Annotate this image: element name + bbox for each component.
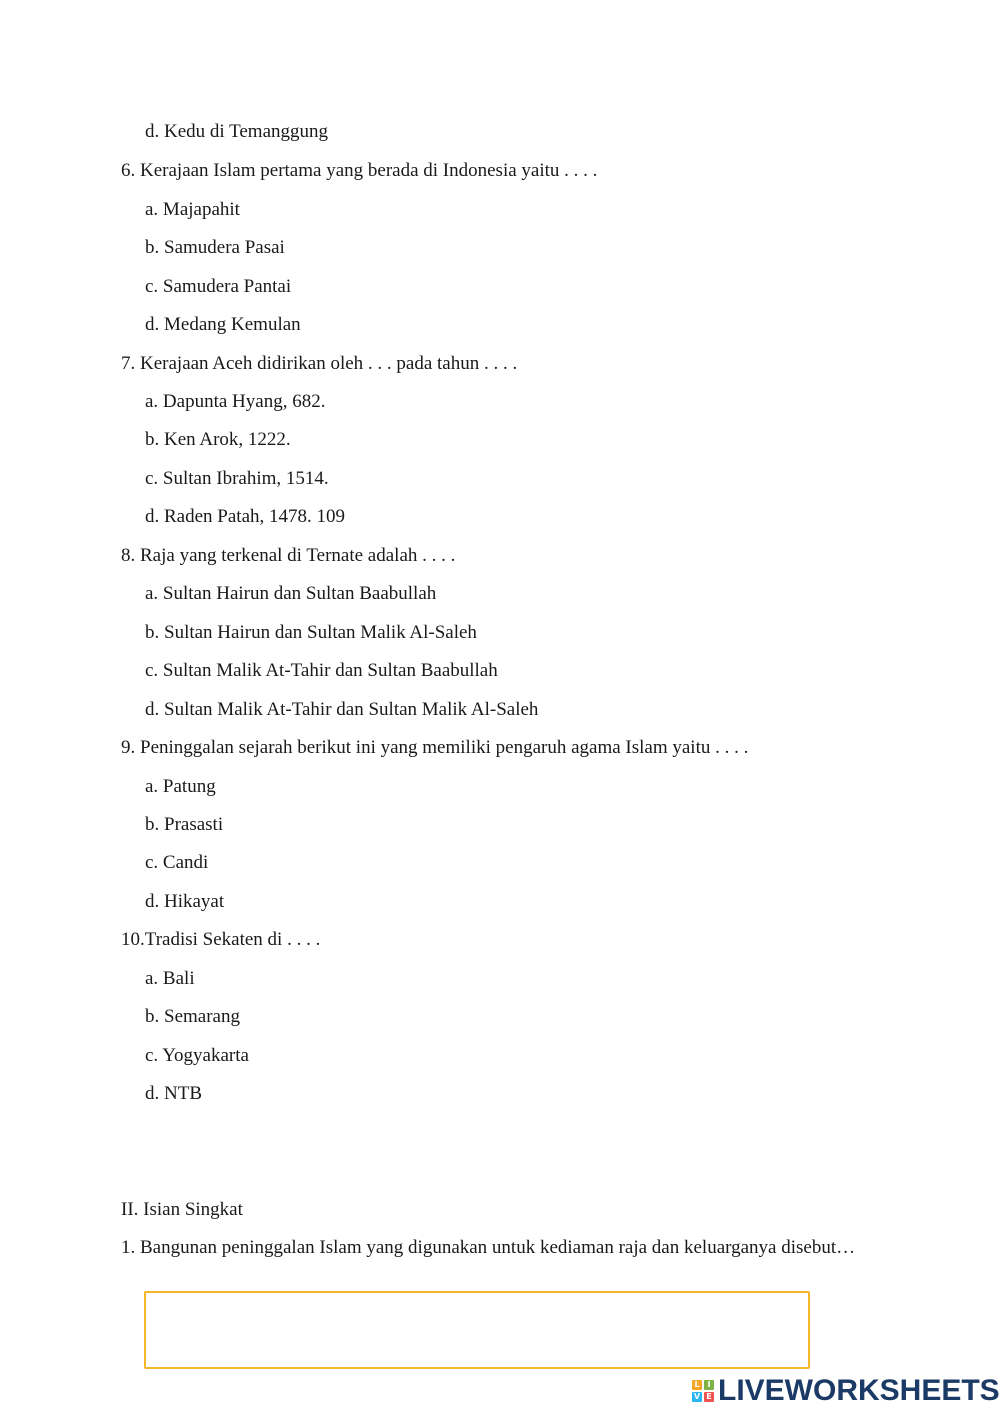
question-8: 8. Raja yang terkenal di Ternate adalah . . . . (121, 545, 456, 566)
q6-option-c: c. Samudera Pantai (145, 276, 292, 297)
question-6: 6. Kerajaan Islam pertama yang berada di Indonesia yaitu . . . . (121, 160, 598, 181)
q6-option-d: d. Medang Kemulan (145, 314, 301, 335)
q9-option-d: d. Hikayat (145, 891, 225, 912)
q9-option-c: c. Candi (145, 852, 209, 873)
q10-option-b: b. Semarang (145, 1006, 240, 1027)
q7-option-c: c. Sultan Ibrahim, 1514. (145, 468, 329, 489)
q7-option-a: a. Dapunta Hyang, 682. (145, 391, 326, 412)
q6-option-b: b. Samudera Pasai (145, 237, 285, 258)
answer-input-1[interactable] (144, 1291, 810, 1369)
q9-option-b: b. Prasasti (145, 814, 224, 835)
q8-option-d: d. Sultan Malik At-Tahir dan Sultan Malik Al-Saleh (145, 699, 539, 720)
question-9: 9. Peninggalan sejarah berikut ini yang memiliki pengaruh agama Islam yaitu . . . . (121, 737, 749, 758)
q8-option-b: b. Sultan Hairun dan Sultan Malik Al-Saleh (145, 622, 477, 643)
liveworksheets-logo (692, 1374, 1000, 1408)
q8-option-a: a. Sultan Hairun dan Sultan Baabullah (145, 583, 437, 604)
q10-option-d: d. NTB (145, 1083, 202, 1104)
q7-option-d: d. Raden Patah, 1478. 109 (145, 506, 346, 527)
brand-name: LIVEWORKSHEETS (718, 1374, 1000, 1407)
logo-tile-e: E (704, 1392, 714, 1402)
logo-tile-i: I (704, 1380, 714, 1390)
logo-tile-l: L (692, 1380, 702, 1390)
liveworksheets-icon (692, 1380, 714, 1402)
q9-option-a: a. Patung (145, 776, 216, 797)
section-heading: II. Isian Singkat (121, 1199, 243, 1220)
q10-option-c: c. Yogyakarta (145, 1045, 249, 1066)
q6-option-a: a. Majapahit (145, 199, 240, 220)
q8-option-c: c. Sultan Malik At-Tahir dan Sultan Baabullah (145, 660, 498, 681)
question-7: 7. Kerajaan Aceh didirikan oleh . . . pada tahun . . . . (121, 353, 518, 374)
q10-option-a: a. Bali (145, 968, 195, 989)
question-10: 10.Tradisi Sekaten di . . . . (121, 929, 321, 950)
q5-option-d: d. Kedu di Temanggung (145, 121, 329, 142)
q7-option-b: b. Ken Arok, 1222. (145, 429, 291, 450)
short-answer-question-1: 1. Bangunan peninggalan Islam yang digunakan untuk kediaman raja dan keluarganya disebut… (121, 1237, 856, 1258)
logo-tile-v: V (693, 1392, 701, 1401)
